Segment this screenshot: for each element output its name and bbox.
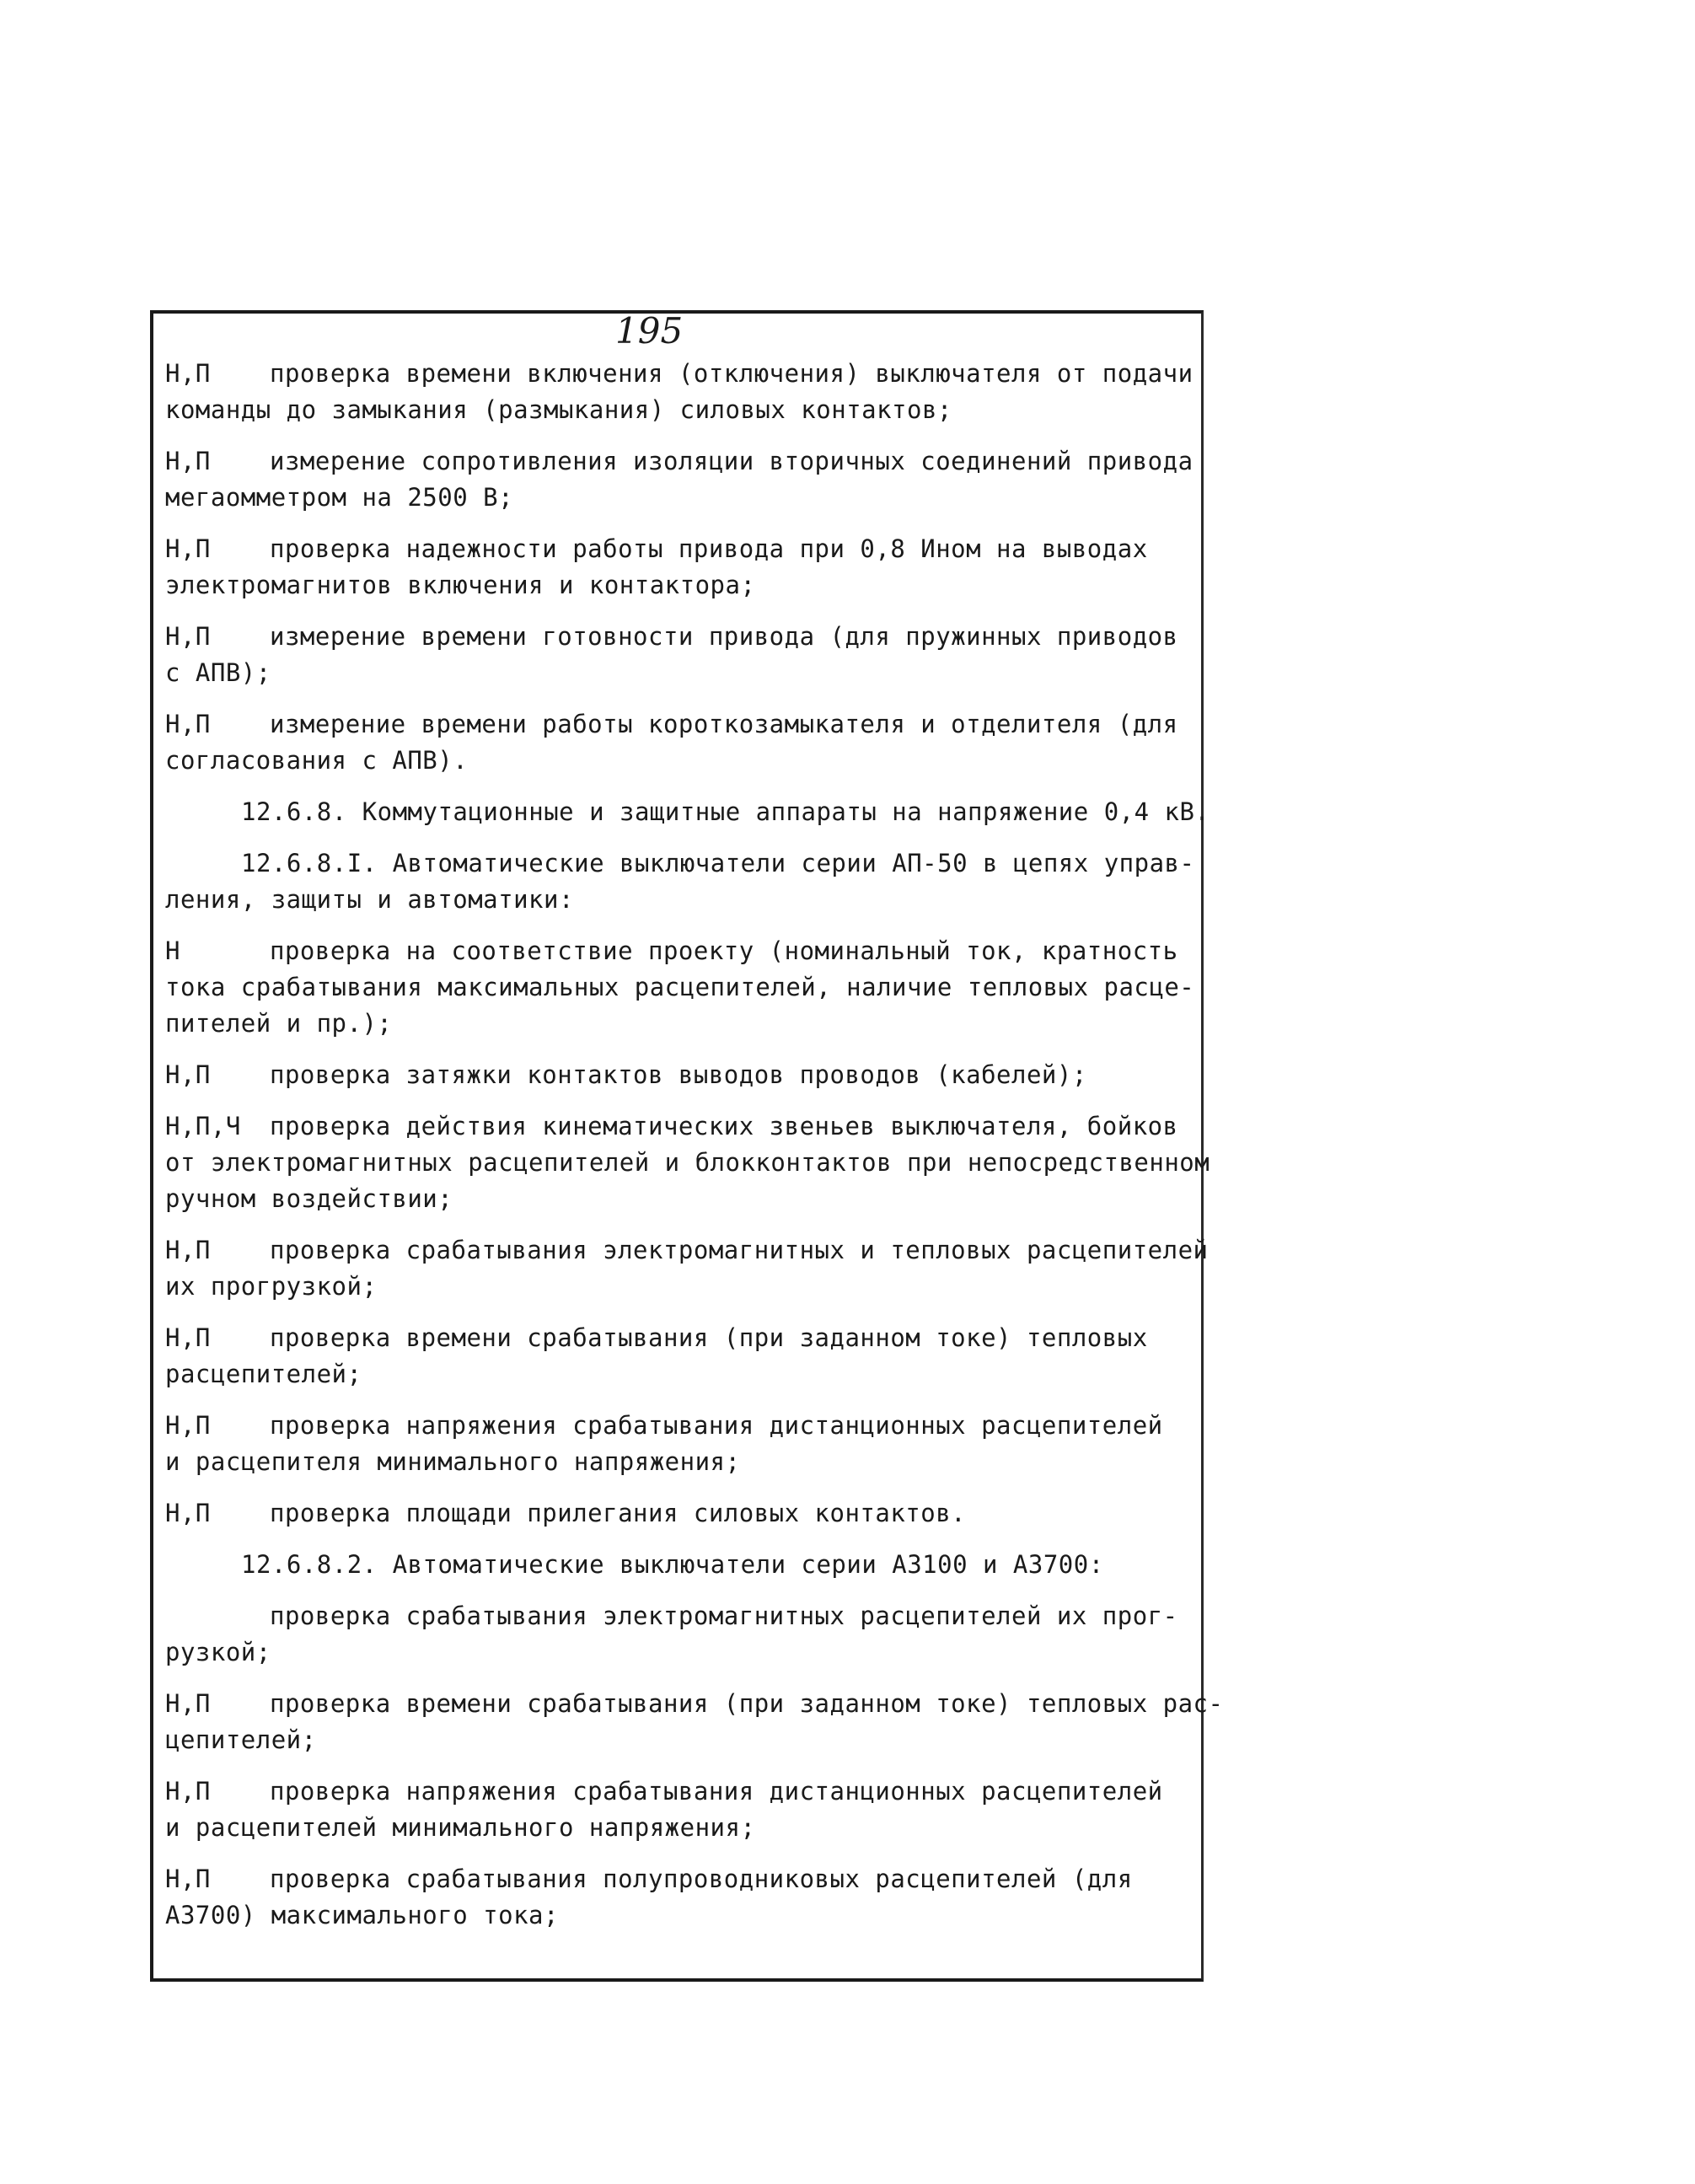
item-code: Н,П xyxy=(165,1777,211,1806)
section-heading-text: 12.6.8. Коммутационные и защитные аппараты на напряжение 0,4 кВ. xyxy=(241,797,1210,826)
item-text-line: измерение времени готовности привода (для пружинных приводов xyxy=(270,622,1178,651)
list-item xyxy=(165,1108,1210,1217)
list-item xyxy=(165,1320,1199,1393)
item-text-line: проверка срабатывания электромагнитных и тепловых расцепителей xyxy=(270,1236,1209,1264)
item-code: Н,П,Ч xyxy=(165,1112,241,1140)
list-item xyxy=(165,1408,1199,1480)
list-item xyxy=(165,1495,1199,1532)
item-code: Н,П xyxy=(165,1411,211,1440)
item-text-line: цепителей; xyxy=(165,1725,317,1754)
item-text-line: проверка площади прилегания силовых контактов. xyxy=(270,1499,967,1527)
item-text-line: электромагнитов включения и контактора; xyxy=(165,571,756,599)
item-code: Н,П xyxy=(165,1060,211,1089)
item-text-line: проверка надежности работы привода при 0,8 Ином на выводах xyxy=(270,534,1148,563)
item-text-line: измерение сопротивления изоляции вторичных соединений привода xyxy=(270,447,1193,475)
item-text-line: тока срабатывания максимальных расцепителей, наличие тепловых расце- xyxy=(165,973,1195,1001)
item-text-line: согласования с АПВ). xyxy=(165,746,469,775)
item-text-line: расцепителей; xyxy=(165,1360,362,1388)
item-text-line: проверка времени включения (отключения) выключателя от подачи xyxy=(270,359,1193,388)
section-heading-12-6-8 xyxy=(165,794,1210,830)
item-text-line: проверка затяжки контактов выводов проводов (кабелей); xyxy=(270,1060,1087,1089)
list-item xyxy=(165,531,1199,604)
item-code: Н,П xyxy=(165,534,211,563)
list-item xyxy=(165,706,1199,779)
item-code: Н,П xyxy=(165,1689,211,1718)
item-text-line: с АПВ); xyxy=(165,658,271,687)
item-code: Н,П xyxy=(165,447,211,475)
item-text-line: и расцепителя минимального напряжения; xyxy=(165,1447,741,1476)
list-item xyxy=(165,1598,1199,1671)
item-text-line: А3700) максимального тока; xyxy=(165,1901,559,1929)
list-item xyxy=(165,443,1199,516)
item-text-line: команды до замыкания (размыкания) силовых контактов; xyxy=(165,395,952,424)
item-text-line: проверка напряжения срабатывания дистанционных расцепителей xyxy=(270,1411,1163,1440)
item-code: Н,П xyxy=(165,710,211,738)
item-text-line: их прогрузкой; xyxy=(165,1272,378,1301)
item-text-line: мегаомметром на 2500 В; xyxy=(165,483,514,512)
list-item xyxy=(165,1057,1199,1093)
item-text-line: измерение времени работы короткозамыкателя и отделителя (для xyxy=(270,710,1178,738)
item-code: Н,П xyxy=(165,1323,211,1352)
item-text-line: и расцепителей минимального напряжения; xyxy=(165,1813,756,1842)
list-item xyxy=(165,1773,1199,1846)
item-text-line: проверка срабатывания полупроводниковых расцепителей (для xyxy=(270,1865,1133,1893)
page-number: 195 xyxy=(615,310,684,351)
item-code: Н xyxy=(165,936,180,965)
list-item xyxy=(165,356,1199,428)
item-text-line: проверка срабатывания электромагнитных расцепителей их прог- xyxy=(270,1602,1178,1630)
section-heading-text: ления, защиты и автоматики: xyxy=(165,885,574,914)
list-item xyxy=(165,1232,1209,1305)
item-text-line: пителей и пр.); xyxy=(165,1009,393,1038)
item-code: Н,П xyxy=(165,1865,211,1893)
item-text-line: ручном воздействии; xyxy=(165,1184,453,1213)
item-text-line: проверка действия кинематических звеньев выключателя, бойков xyxy=(270,1112,1178,1140)
document-body xyxy=(165,356,1224,1934)
item-text-line: проверка на соответствие проекту (номинальный ток, кратность xyxy=(270,936,1178,965)
item-text-line: рузкой; xyxy=(165,1638,271,1666)
section-heading-12-6-8-1 xyxy=(165,845,1199,918)
item-text-line: проверка времени срабатывания (при заданном токе) тепловых xyxy=(270,1323,1148,1352)
item-text-line: от электромагнитных расцепителей и блокконтактов при непосредственном xyxy=(165,1148,1210,1177)
list-item xyxy=(165,1861,1199,1934)
section-heading-text: 12.6.8.I. Автоматические выключатели серии АП-50 в цепях управ- xyxy=(241,849,1195,877)
item-text-line: проверка времени срабатывания (при заданном токе) тепловых рас- xyxy=(270,1689,1224,1718)
section-heading-text: 12.6.8.2. Автоматические выключатели серии А3100 и А3700: xyxy=(241,1550,1104,1579)
item-code: Н,П xyxy=(165,622,211,651)
item-code: Н,П xyxy=(165,1236,211,1264)
list-item xyxy=(165,1686,1224,1758)
list-item xyxy=(165,619,1199,691)
item-text-line: проверка напряжения срабатывания дистанционных расцепителей xyxy=(270,1777,1163,1806)
item-code: Н,П xyxy=(165,359,211,388)
list-item xyxy=(165,933,1199,1042)
section-heading-12-6-8-2 xyxy=(165,1547,1199,1583)
item-code: Н,П xyxy=(165,1499,211,1527)
